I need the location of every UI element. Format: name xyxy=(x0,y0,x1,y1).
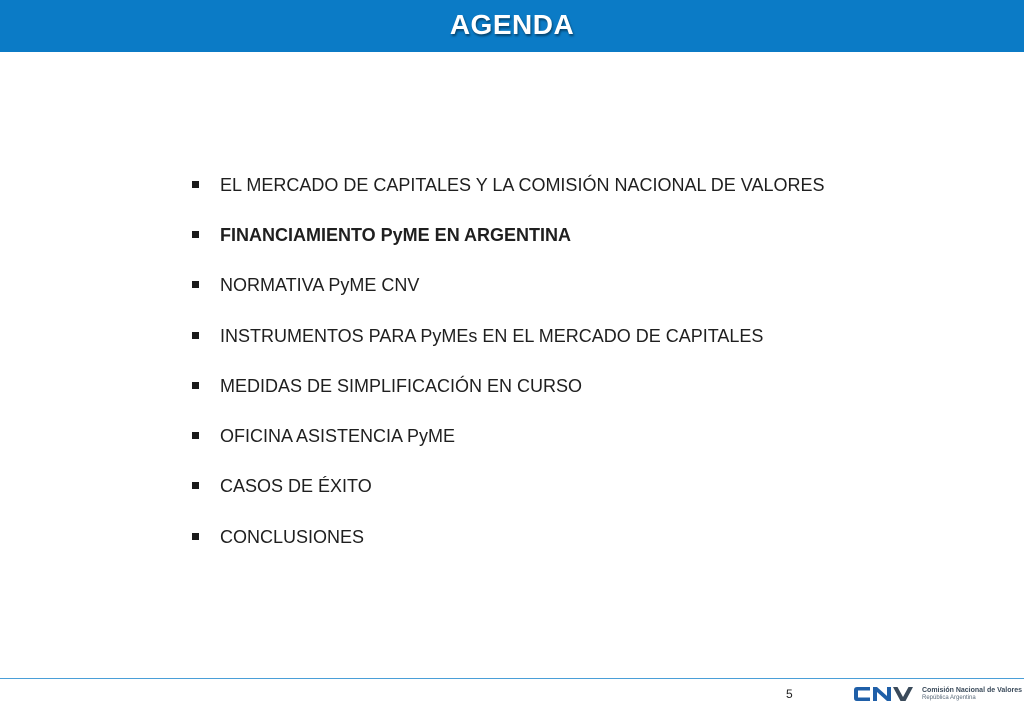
slide-title: AGENDA xyxy=(449,9,575,40)
agenda-item-label: CASOS DE ÉXITO xyxy=(220,476,372,497)
agenda-item xyxy=(192,361,825,411)
square-bullet-icon xyxy=(192,432,199,439)
agenda-item-label: OFICINA ASISTENCIA PyME xyxy=(220,426,456,447)
agenda-item-label: CONCLUSIONES xyxy=(220,526,365,547)
agenda-item xyxy=(192,210,825,260)
square-bullet-icon xyxy=(192,281,199,288)
cnv-logo xyxy=(852,682,1022,706)
logo-subtitle: República Argentina xyxy=(922,694,976,701)
agenda-list xyxy=(192,160,825,562)
agenda-item xyxy=(192,261,825,311)
square-bullet-icon xyxy=(192,533,199,540)
logo-name: Comisión Nacional de Valores xyxy=(922,687,1022,695)
agenda-item-label: NORMATIVA PyME CNV xyxy=(220,275,420,296)
slide-header xyxy=(0,0,1024,52)
agenda-item xyxy=(192,160,825,210)
footer-divider xyxy=(0,678,1024,679)
agenda-item xyxy=(192,512,825,562)
agenda-item-label: MEDIDAS DE SIMPLIFICACIÓN EN CURSO xyxy=(220,375,583,396)
square-bullet-icon xyxy=(192,181,199,188)
square-bullet-icon xyxy=(192,482,199,489)
agenda-item xyxy=(192,311,825,361)
agenda-item-label: FINANCIAMIENTO PyME EN ARGENTINA xyxy=(220,224,572,245)
agenda-item xyxy=(192,462,825,512)
agenda-item xyxy=(192,411,825,461)
square-bullet-icon xyxy=(192,231,199,238)
agenda-item-label: EL MERCADO DE CAPITALES Y LA COMISIÓN NACIONAL DE VALORES xyxy=(220,174,825,195)
cnv-logo-icon xyxy=(852,685,916,703)
agenda-item-label: INSTRUMENTOS PARA PyMEs EN EL MERCADO DE CAPITALES xyxy=(220,325,764,346)
square-bullet-icon xyxy=(192,332,199,339)
square-bullet-icon xyxy=(192,382,199,389)
page-number: 5 xyxy=(786,687,793,701)
